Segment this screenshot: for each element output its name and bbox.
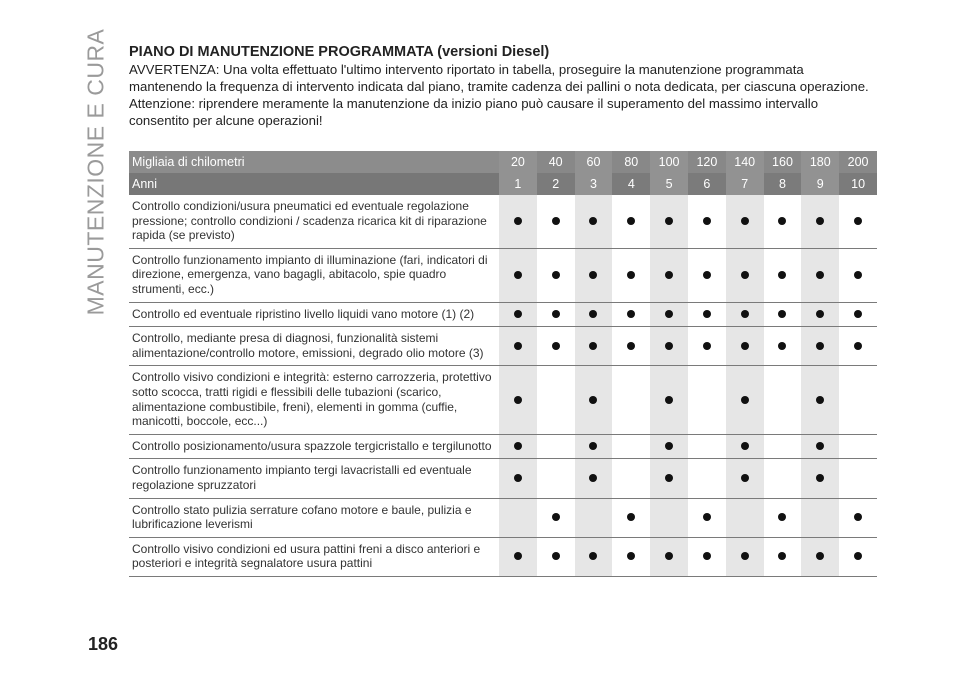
main-content — [129, 43, 877, 577]
operation-description: Controllo funzionamento impianto di illuminazione (fari, indicatori di direzione, emergenza, vano bagagli, abitacolo, spie quadro strumenti, ecc.) — [129, 248, 499, 302]
years-header-cell: 7 — [726, 173, 764, 195]
interval-cell — [726, 195, 764, 248]
maintenance-dot-icon — [741, 342, 749, 350]
table-row — [129, 248, 877, 302]
interval-cell — [726, 537, 764, 576]
maintenance-dot-icon — [589, 442, 597, 450]
maintenance-dot-icon — [552, 342, 560, 350]
years-header-cell: 5 — [650, 173, 688, 195]
interval-cell — [688, 195, 726, 248]
table-row — [129, 302, 877, 327]
table-row — [129, 195, 877, 248]
years-header-cell: 4 — [612, 173, 650, 195]
maintenance-dot-icon — [589, 271, 597, 279]
interval-cell — [839, 248, 877, 302]
maintenance-dot-icon — [589, 310, 597, 318]
interval-cell — [499, 537, 537, 576]
interval-cell — [612, 302, 650, 327]
interval-cell — [650, 327, 688, 366]
interval-cell — [801, 195, 839, 248]
interval-cell — [537, 195, 575, 248]
interval-cell — [688, 327, 726, 366]
interval-cell — [726, 302, 764, 327]
km-header-cell: 120 — [688, 151, 726, 173]
years-header-cell: 1 — [499, 173, 537, 195]
interval-cell — [839, 459, 877, 498]
attention-paragraph: Attenzione: riprendere meramente la manutenzione da inizio piano può causare il superamento del massimo intervallo consentito per alcune operazioni! — [129, 96, 819, 128]
maintenance-dot-icon — [778, 513, 786, 521]
maintenance-dot-icon — [552, 271, 560, 279]
maintenance-dot-icon — [741, 474, 749, 482]
interval-cell — [650, 434, 688, 459]
table-row — [129, 537, 877, 576]
km-header-cell: 200 — [839, 151, 877, 173]
interval-cell — [537, 537, 575, 576]
maintenance-dot-icon — [816, 474, 824, 482]
interval-cell — [688, 434, 726, 459]
interval-cell — [764, 327, 802, 366]
interval-cell — [537, 459, 575, 498]
interval-cell — [839, 434, 877, 459]
maintenance-dot-icon — [665, 552, 673, 560]
page-title: PIANO DI MANUTENZIONE PROGRAMMATA (versioni Diesel) — [129, 44, 550, 60]
km-header-cell: 140 — [726, 151, 764, 173]
years-header-cell: 10 — [839, 173, 877, 195]
interval-cell — [575, 327, 613, 366]
interval-cell — [537, 327, 575, 366]
km-header-cell: 180 — [801, 151, 839, 173]
interval-cell — [612, 498, 650, 537]
operation-description: Controllo funzionamento impianto tergi lavacristalli ed eventuale regolazione spruzzatori — [129, 459, 499, 498]
maintenance-dot-icon — [665, 342, 673, 350]
interval-cell — [650, 195, 688, 248]
maintenance-dot-icon — [816, 342, 824, 350]
maintenance-dot-icon — [854, 513, 862, 521]
maintenance-dot-icon — [514, 271, 522, 279]
interval-cell — [726, 327, 764, 366]
interval-cell — [839, 498, 877, 537]
interval-cell — [537, 498, 575, 537]
maintenance-dot-icon — [854, 217, 862, 225]
years-header-cell: 9 — [801, 173, 839, 195]
maintenance-dot-icon — [816, 442, 824, 450]
maintenance-dot-icon — [778, 271, 786, 279]
interval-cell — [801, 459, 839, 498]
maintenance-dot-icon — [816, 396, 824, 404]
interval-cell — [499, 327, 537, 366]
warning-paragraph: AVVERTENZA: Una volta effettuato l'ultimo intervento riportato in tabella, proseguire la manutenzione programmata mantenendo la frequenza di intervento indicata dal piano, tramite cadenza dei pallini o nota dedicata, per ciascuna operazione. — [129, 62, 869, 94]
interval-cell — [688, 302, 726, 327]
interval-cell — [839, 537, 877, 576]
maintenance-dot-icon — [665, 310, 673, 318]
interval-cell — [764, 248, 802, 302]
km-header-cell: 100 — [650, 151, 688, 173]
years-header-cell: 6 — [688, 173, 726, 195]
interval-cell — [575, 459, 613, 498]
maintenance-dot-icon — [854, 271, 862, 279]
interval-cell — [764, 434, 802, 459]
interval-cell — [726, 459, 764, 498]
interval-cell — [575, 195, 613, 248]
maintenance-dot-icon — [703, 217, 711, 225]
maintenance-dot-icon — [665, 474, 673, 482]
interval-cell — [575, 537, 613, 576]
operation-description: Controllo condizioni/usura pneumatici ed eventuale regolazione pressione; controllo condizioni / scadenza ricarica kit di riparazione rapida (se previsto) — [129, 195, 499, 248]
maintenance-dot-icon — [552, 552, 560, 560]
maintenance-dot-icon — [552, 310, 560, 318]
interval-cell — [801, 248, 839, 302]
interval-cell — [764, 459, 802, 498]
maintenance-dot-icon — [741, 217, 749, 225]
interval-cell — [612, 195, 650, 248]
maintenance-dot-icon — [514, 552, 522, 560]
interval-cell — [839, 366, 877, 434]
interval-cell — [499, 434, 537, 459]
interval-cell — [726, 248, 764, 302]
interval-cell — [688, 366, 726, 434]
km-header-cell: 40 — [537, 151, 575, 173]
maintenance-dot-icon — [665, 271, 673, 279]
interval-cell — [839, 302, 877, 327]
maintenance-dot-icon — [816, 271, 824, 279]
km-header-cell: 80 — [612, 151, 650, 173]
interval-cell — [650, 248, 688, 302]
maintenance-dot-icon — [741, 552, 749, 560]
maintenance-dot-icon — [665, 396, 673, 404]
maintenance-dot-icon — [589, 217, 597, 225]
operation-description: Controllo, mediante presa di diagnosi, funzionalità sistemi alimentazione/controllo motore, emissioni, degrado olio motore (3) — [129, 327, 499, 366]
maintenance-dot-icon — [816, 310, 824, 318]
interval-cell — [499, 195, 537, 248]
operation-description: Controllo visivo condizioni ed usura pattini freni a disco anteriori e posteriori e integrità segnalatore usura pattini — [129, 537, 499, 576]
maintenance-dot-icon — [703, 271, 711, 279]
maintenance-dot-icon — [778, 342, 786, 350]
interval-cell — [499, 498, 537, 537]
maintenance-dot-icon — [627, 342, 635, 350]
km-header-label: Migliaia di chilometri — [129, 151, 499, 173]
operation-description: Controllo posizionamento/usura spazzole tergicristallo e tergilunotto — [129, 434, 499, 459]
page-number: 186 — [88, 634, 119, 654]
maintenance-dot-icon — [552, 513, 560, 521]
interval-cell — [575, 434, 613, 459]
maintenance-dot-icon — [854, 310, 862, 318]
maintenance-dot-icon — [703, 513, 711, 521]
table-row — [129, 498, 877, 537]
interval-cell — [764, 366, 802, 434]
interval-cell — [801, 327, 839, 366]
maintenance-table-body — [129, 195, 877, 576]
interval-cell — [575, 248, 613, 302]
maintenance-dot-icon — [778, 217, 786, 225]
maintenance-dot-icon — [854, 552, 862, 560]
interval-cell — [612, 248, 650, 302]
years-header-row — [129, 173, 877, 195]
interval-cell — [499, 302, 537, 327]
maintenance-dot-icon — [552, 217, 560, 225]
intro-text — [129, 61, 877, 129]
interval-cell — [537, 366, 575, 434]
maintenance-dot-icon — [816, 552, 824, 560]
maintenance-dot-icon — [665, 442, 673, 450]
interval-cell — [575, 498, 613, 537]
maintenance-dot-icon — [703, 342, 711, 350]
interval-cell — [839, 327, 877, 366]
table-row — [129, 366, 877, 434]
table-row — [129, 327, 877, 366]
maintenance-dot-icon — [514, 217, 522, 225]
maintenance-table — [129, 151, 877, 577]
interval-cell — [688, 459, 726, 498]
maintenance-dot-icon — [778, 552, 786, 560]
maintenance-dot-icon — [741, 271, 749, 279]
maintenance-dot-icon — [741, 396, 749, 404]
km-header-cell: 60 — [575, 151, 613, 173]
interval-cell — [612, 537, 650, 576]
maintenance-dot-icon — [589, 342, 597, 350]
interval-cell — [650, 459, 688, 498]
interval-cell — [650, 537, 688, 576]
interval-cell — [537, 434, 575, 459]
maintenance-dot-icon — [589, 552, 597, 560]
interval-cell — [764, 195, 802, 248]
interval-cell — [726, 434, 764, 459]
maintenance-dot-icon — [703, 552, 711, 560]
interval-cell — [612, 327, 650, 366]
km-header-cell: 20 — [499, 151, 537, 173]
section-side-label: MANUTENZIONE E CURA — [82, 28, 109, 316]
maintenance-dot-icon — [514, 396, 522, 404]
maintenance-dot-icon — [627, 552, 635, 560]
table-row — [129, 434, 877, 459]
maintenance-dot-icon — [627, 271, 635, 279]
maintenance-dot-icon — [627, 513, 635, 521]
maintenance-dot-icon — [741, 442, 749, 450]
interval-cell — [650, 498, 688, 537]
maintenance-dot-icon — [627, 217, 635, 225]
table-row — [129, 459, 877, 498]
operation-description: Controllo visivo condizioni e integrità: esterno carrozzeria, protettivo sotto scocca, tratti rigidi e flessibili delle tubazioni (scarico, alimentazione combustibile, freni), elementi in gomma (cuffie, manicotti, boccole, ecc...) — [129, 366, 499, 434]
operation-description: Controllo ed eventuale ripristino livello liquidi vano motore (1) (2) — [129, 302, 499, 327]
interval-cell — [726, 366, 764, 434]
years-header-cell: 8 — [764, 173, 802, 195]
interval-cell — [612, 366, 650, 434]
maintenance-dot-icon — [514, 474, 522, 482]
maintenance-dot-icon — [589, 474, 597, 482]
interval-cell — [801, 434, 839, 459]
operation-description: Controllo stato pulizia serrature cofano motore e baule, pulizia e lubrificazione leverismi — [129, 498, 499, 537]
interval-cell — [801, 537, 839, 576]
interval-cell — [801, 366, 839, 434]
interval-cell — [688, 498, 726, 537]
interval-cell — [575, 366, 613, 434]
interval-cell — [537, 248, 575, 302]
interval-cell — [537, 302, 575, 327]
interval-cell — [726, 498, 764, 537]
km-header-cell: 160 — [764, 151, 802, 173]
maintenance-dot-icon — [816, 217, 824, 225]
interval-cell — [764, 537, 802, 576]
maintenance-dot-icon — [665, 217, 673, 225]
interval-cell — [612, 459, 650, 498]
interval-cell — [801, 302, 839, 327]
interval-cell — [499, 459, 537, 498]
maintenance-dot-icon — [514, 342, 522, 350]
maintenance-dot-icon — [589, 396, 597, 404]
years-header-cell: 3 — [575, 173, 613, 195]
interval-cell — [764, 498, 802, 537]
years-header-cell: 2 — [537, 173, 575, 195]
maintenance-dot-icon — [627, 310, 635, 318]
maintenance-dot-icon — [514, 442, 522, 450]
maintenance-dot-icon — [854, 342, 862, 350]
km-header-row — [129, 151, 877, 173]
interval-cell — [650, 302, 688, 327]
interval-cell — [650, 366, 688, 434]
interval-cell — [801, 498, 839, 537]
interval-cell — [499, 366, 537, 434]
interval-cell — [575, 302, 613, 327]
interval-cell — [688, 537, 726, 576]
maintenance-dot-icon — [778, 310, 786, 318]
interval-cell — [764, 302, 802, 327]
interval-cell — [612, 434, 650, 459]
interval-cell — [499, 248, 537, 302]
years-header-label: Anni — [129, 173, 499, 195]
maintenance-dot-icon — [703, 310, 711, 318]
maintenance-dot-icon — [741, 310, 749, 318]
interval-cell — [688, 248, 726, 302]
maintenance-dot-icon — [514, 310, 522, 318]
interval-cell — [839, 195, 877, 248]
